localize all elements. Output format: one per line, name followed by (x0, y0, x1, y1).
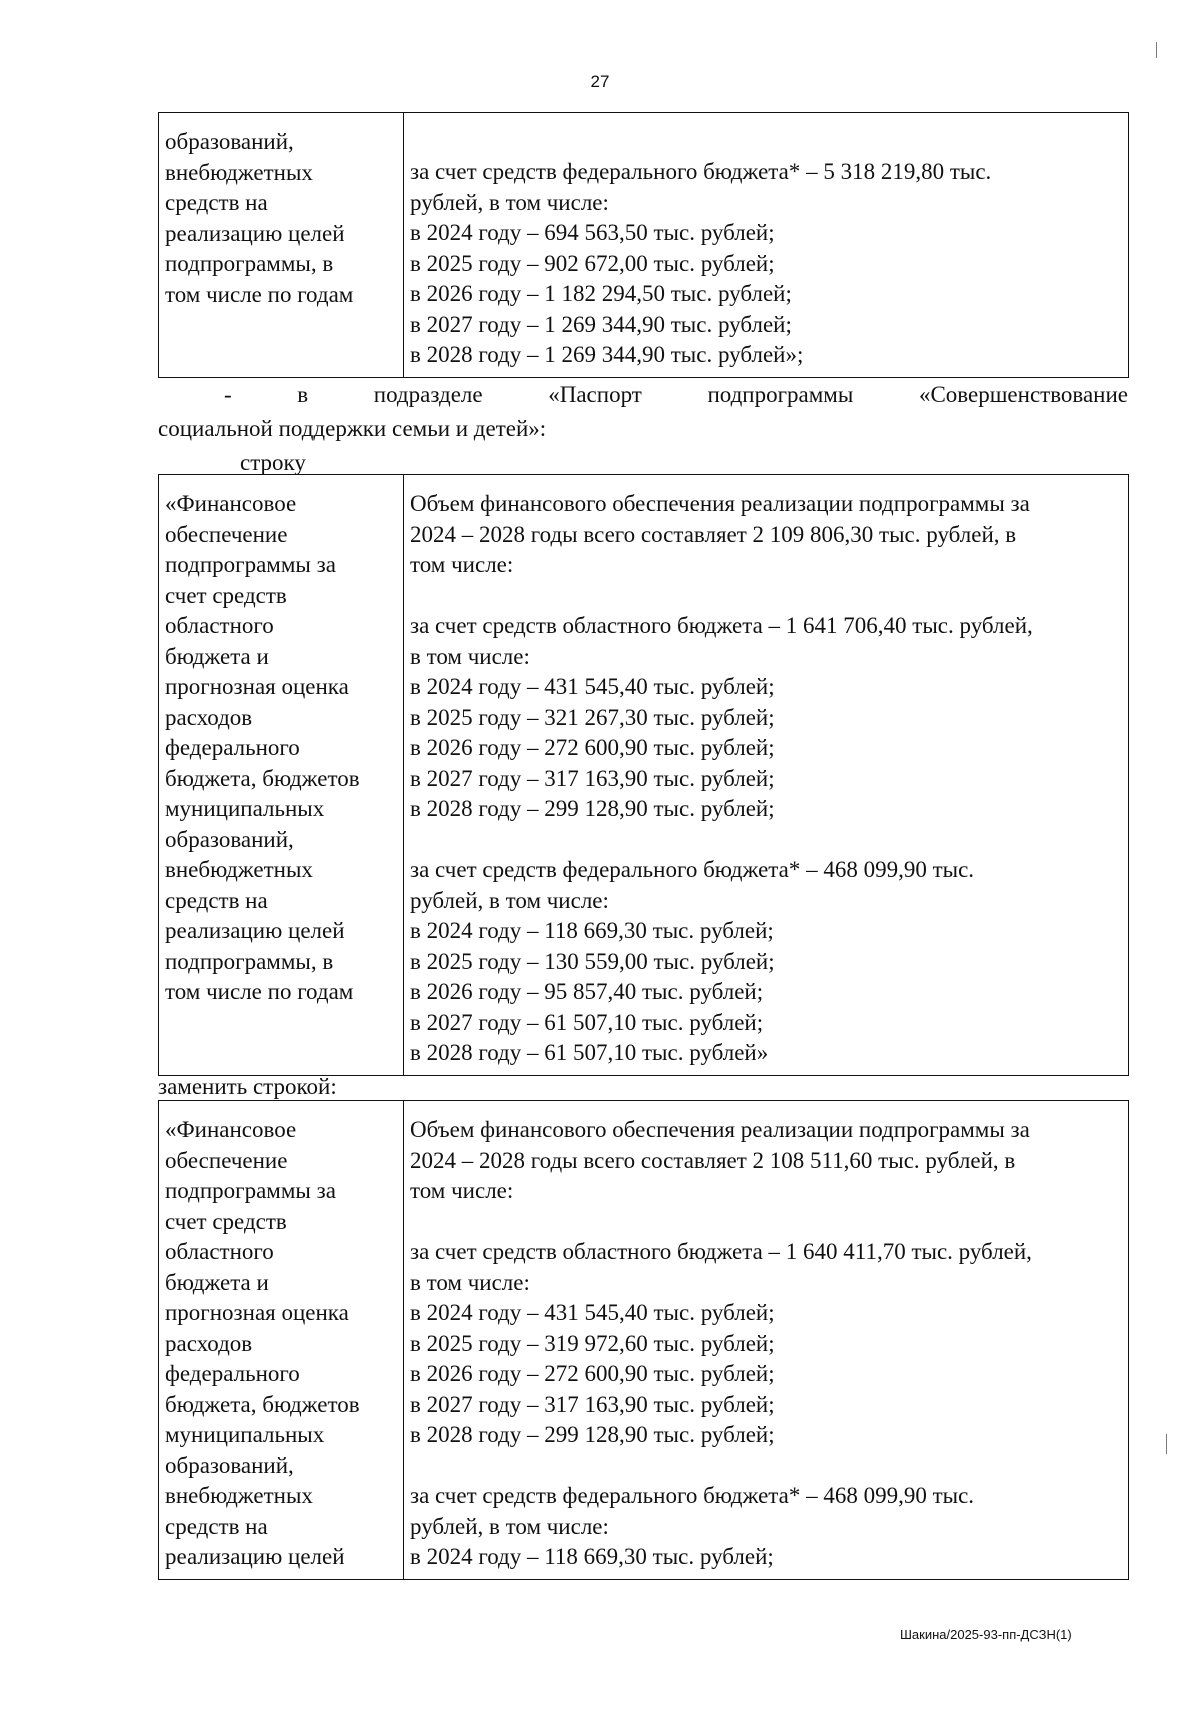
row-label-line: образований, (165, 1452, 294, 1478)
row-label-line: средств на (165, 887, 268, 913)
row-label-line: реализацию целей (165, 1544, 345, 1569)
regional-budget-line: за счет средств областного бюджета – 1 640 411,70 тыс. рублей, (410, 1239, 1032, 1264)
row-label-line: бюджета и (165, 643, 269, 669)
federal-budget-line: рублей, в том числе: (410, 189, 609, 215)
row-label-line: бюджета, бюджетов (165, 765, 360, 791)
row-value-cell (404, 475, 1129, 1076)
regional-budget-line: в том числе: (410, 643, 530, 669)
regional-budget-year-line: в 2024 году – 431 545,40 тыс. рублей; (410, 674, 775, 699)
row-label-line: внебюджетных (165, 1483, 313, 1508)
federal-budget-year-line: в 2028 году – 61 507,10 тыс. рублей» (410, 1040, 769, 1065)
row-label-line: том числе по годам (165, 281, 354, 307)
regional-budget-year-line: в 2026 году – 272 600,90 тыс. рублей; (410, 1361, 775, 1386)
margin-mark-top (1156, 42, 1157, 58)
row-label-line: счет средств (165, 582, 287, 608)
original-funding-table (158, 474, 1129, 1076)
row-label-line: счет средств (165, 1208, 287, 1234)
caption-stroku: строку (240, 450, 306, 475)
row-label-line: средств на (165, 1513, 268, 1539)
table-row (159, 113, 1129, 378)
total-funding-line: 2024 – 2028 годы всего составляет 2 108 511,60 тыс. рублей, в (410, 1147, 1016, 1173)
federal-budget-year-line: в 2024 году – 694 563,50 тыс. рублей; (410, 220, 775, 245)
row-label-line: областного (165, 613, 274, 638)
row-label-line: прогнозная оценка (165, 674, 349, 699)
regional-budget-year-line: в 2025 году – 321 267,30 тыс. рублей; (410, 704, 775, 730)
page-number: 27 (590, 72, 610, 91)
federal-budget-year-line: в 2024 году – 118 669,30 тыс. рублей; (410, 918, 774, 943)
spacer (410, 1207, 1122, 1238)
total-funding-line: 2024 – 2028 годы всего составляет 2 109 806,30 тыс. рублей, в (410, 521, 1017, 547)
continued-funding-table (158, 112, 1129, 378)
row-label-line: прогнозная оценка (165, 1300, 349, 1325)
row-label-line: федерального (165, 1361, 300, 1386)
federal-budget-year-line: в 2028 году – 1 269 344,90 тыс. рублей»; (410, 342, 804, 367)
row-label-line: «Финансовое (165, 491, 297, 516)
row-label-line: бюджета и (165, 1269, 269, 1295)
total-funding-line: Объем финансового обеспечения реализации подпрограммы за (410, 491, 1030, 516)
federal-budget-year-line: в 2027 году – 1 269 344,90 тыс. рублей; (410, 311, 792, 337)
row-label-cell (159, 475, 404, 1076)
regional-budget-year-line: в 2024 году – 431 545,40 тыс. рублей; (410, 1300, 775, 1325)
federal-budget-line: рублей, в том числе: (410, 1513, 609, 1539)
spacer (410, 825, 1122, 856)
row-label-line: реализацию целей (165, 220, 345, 246)
regional-budget-line: в том числе: (410, 1269, 530, 1295)
regional-budget-year-line: в 2027 году – 317 163,90 тыс. рублей; (410, 1391, 775, 1417)
total-funding-line: Объем финансового обеспечения реализации подпрограммы за (410, 1117, 1030, 1142)
row-label-line: образований, (165, 129, 294, 154)
caption-replace: заменить строкой: (158, 1074, 337, 1099)
total-funding-line: том числе: (410, 552, 514, 577)
spacer (410, 1451, 1122, 1482)
row-label-line: обеспечение (165, 1147, 288, 1173)
federal-budget-line: рублей, в том числе: (410, 887, 609, 913)
regional-budget-year-line: в 2026 году – 272 600,90 тыс. рублей; (410, 735, 775, 760)
federal-budget-year-line: в 2027 году – 61 507,10 тыс. рублей; (410, 1009, 764, 1035)
federal-budget-year-line: в 2024 году – 118 669,30 тыс. рублей; (410, 1544, 774, 1569)
row-value-cell (404, 1101, 1129, 1580)
table-row (159, 1101, 1129, 1580)
row-label-line: подпрограммы за (165, 1178, 336, 1203)
row-label-line: образований, (165, 826, 294, 852)
federal-budget-year-line: в 2025 году – 902 672,00 тыс. рублей; (410, 250, 775, 276)
row-label-cell (159, 113, 404, 378)
subsection-instruction-line-2: социальной поддержки семьи и детей»: (158, 416, 547, 441)
row-label-line: подпрограммы, в (165, 948, 334, 974)
row-label-line: внебюджетных (165, 857, 313, 882)
row-label-line: расходов (165, 704, 253, 730)
row-label-line: федерального (165, 735, 300, 760)
row-label-line: обеспечение (165, 521, 288, 547)
regional-budget-year-line: в 2028 году – 299 128,90 тыс. рублей; (410, 796, 775, 821)
subsection-instruction-line-1: - в подразделе «Паспорт подпрограммы «Совершенствование (224, 382, 1128, 407)
federal-budget-year-line: в 2026 году – 95 857,40 тыс. рублей; (410, 979, 764, 1004)
margin-mark-bottom (1166, 1434, 1167, 1454)
total-funding-line: том числе: (410, 1178, 514, 1203)
table-row (159, 475, 1129, 1076)
row-label-line: муниципальных (165, 1422, 325, 1447)
row-label-cell (159, 1101, 404, 1580)
regional-budget-year-line: в 2027 году – 317 163,90 тыс. рублей; (410, 765, 775, 791)
federal-budget-line: за счет средств федерального бюджета* – 5 318 219,80 тыс. (410, 159, 992, 184)
regional-budget-year-line: в 2028 году – 299 128,90 тыс. рублей; (410, 1422, 775, 1447)
row-label-line: областного (165, 1239, 274, 1264)
federal-budget-year-line: в 2025 году – 130 559,00 тыс. рублей; (410, 948, 775, 974)
federal-budget-line: за счет средств федерального бюджета* – 468 099,90 тыс. (410, 857, 975, 882)
row-label-line: подпрограммы, в (165, 251, 334, 276)
regional-budget-year-line: в 2025 году – 319 972,60 тыс. рублей; (410, 1330, 775, 1356)
row-label-line: «Финансовое (165, 1117, 297, 1142)
replacement-funding-table (158, 1100, 1129, 1580)
row-label-line: внебюджетных (165, 159, 313, 185)
row-label-line: муниципальных (165, 796, 325, 821)
row-label-line: том числе по годам (165, 979, 354, 1004)
document-code: Шакина/2025-93-пп-ДСЗН(1) (900, 1627, 1072, 1642)
row-value-cell (404, 113, 1129, 378)
row-label-line: подпрограммы за (165, 552, 336, 577)
spacer (410, 581, 1122, 612)
row-label-line: расходов (165, 1330, 253, 1356)
regional-budget-line: за счет средств областного бюджета – 1 641 706,40 тыс. рублей, (410, 613, 1033, 638)
row-label-line: бюджета, бюджетов (165, 1391, 360, 1417)
federal-budget-year-line: в 2026 году – 1 182 294,50 тыс. рублей; (410, 281, 792, 306)
federal-budget-line: за счет средств федерального бюджета* – 468 099,90 тыс. (410, 1483, 975, 1508)
row-label-line: средств на (165, 190, 268, 215)
row-label-line: реализацию целей (165, 918, 345, 943)
